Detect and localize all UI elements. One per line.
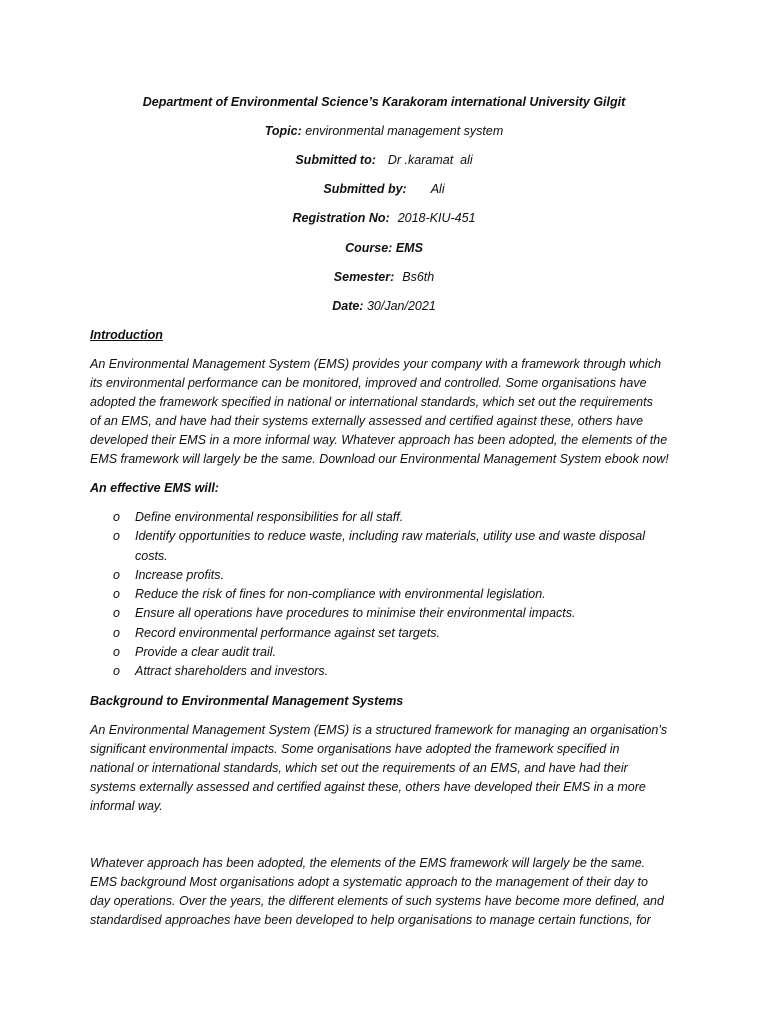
list-item: o Reduce the risk of fines for non-compliance with environmental legislation.	[90, 585, 690, 604]
registration-value: 2018-KIU-451	[397, 211, 476, 225]
introduction-line: adopted the framework specified in national or international standards, which set out the requirements	[90, 395, 653, 409]
submitted-by-line	[0, 181, 768, 197]
course-value: EMS	[395, 241, 423, 255]
background-line: day operations. Over the years, the different elements of such systems have become more defined, and	[90, 894, 664, 908]
introduction-line: EMS framework will largely be the same. Download our Environmental Management System ebook now!	[90, 452, 669, 466]
introduction-heading: Introduction	[90, 328, 163, 342]
list-item: o Increase profits.	[90, 566, 690, 585]
background-line: EMS background Most organisations adopt a systematic approach to the management of their day to	[90, 875, 648, 889]
list-item: o Define environmental responsibilities for all staff.	[90, 508, 690, 527]
list-item: o Identify opportunities to reduce waste, including raw materials, utility use and waste disposal costs.	[113, 529, 645, 563]
background-paragraph-1	[90, 721, 690, 816]
background-heading: Background to Environmental Management Systems	[90, 694, 404, 708]
background-line: systems externally assessed and certified against these, others have developed their EMS in a more	[90, 780, 646, 794]
introduction-line: its environmental performance can be monitored, improved and controlled. Some organisations have	[90, 376, 647, 390]
effective-ems-list	[90, 508, 690, 682]
bullet-marker: o	[113, 606, 120, 621]
introduction-line: developed their EMS in a more informal way. Whatever approach has been adopted, the elements of the	[90, 433, 668, 447]
submitted-to-label: Submitted to:	[295, 153, 376, 167]
bullet-marker: o	[113, 587, 120, 602]
course-line	[0, 240, 768, 256]
list-item: o Attract shareholders and investors.	[90, 662, 690, 681]
background-paragraph-2	[90, 854, 690, 930]
introduction-paragraph	[90, 355, 690, 469]
bullet-marker: o	[113, 645, 120, 660]
background-line: informal way.	[90, 799, 163, 813]
department-title: Department of Environmental Science’s Karakoram international University Gilgit	[142, 95, 626, 109]
effective-ems-heading: An effective EMS will:	[90, 481, 219, 495]
background-line: An Environmental Management System (EMS) is a structured framework for managing an organisation’s	[90, 723, 668, 737]
background-line: Whatever approach has been adopted, the elements of the EMS framework will largely be the same.	[90, 856, 646, 870]
submitted-by-value: Ali	[430, 182, 445, 196]
semester-label: Semester:	[333, 270, 395, 284]
bullet-marker: o	[113, 664, 120, 679]
semester-line	[0, 269, 768, 285]
bullet-marker: o	[113, 567, 120, 582]
submitted-to-line	[0, 152, 768, 168]
bullet-marker: o	[113, 625, 120, 640]
date-label: Date:	[332, 299, 364, 313]
course-label: Course:	[345, 241, 393, 255]
introduction-line: of an EMS, and have had their systems externally assessed and certified against these, others have	[90, 414, 644, 428]
list-item: o Provide a clear audit trail.	[90, 643, 690, 662]
semester-value: Bs6th	[402, 270, 435, 284]
topic-line	[0, 123, 768, 139]
bullet-marker: o	[113, 529, 120, 544]
background-line: national or international standards, which set out the requirements of an EMS, and have had their	[90, 761, 628, 775]
submitted-to-value: Dr .karamat ali	[387, 153, 473, 167]
date-value: 30/Jan/2021	[366, 299, 436, 313]
list-item: o Record environmental performance against set targets.	[90, 624, 690, 643]
submitted-by-label: Submitted by:	[323, 182, 407, 196]
topic-value: environmental management system	[305, 124, 504, 138]
bullet-marker: o	[113, 510, 120, 524]
registration-label: Registration No:	[292, 211, 390, 225]
registration-line	[0, 210, 768, 226]
list-item: o Ensure all operations have procedures to minimise their environmental impacts.	[90, 604, 690, 623]
date-line	[0, 298, 768, 314]
background-line: significant environmental impacts. Some organisations have adopted the framework specified in	[90, 742, 620, 756]
background-line: standardised approaches have been developed to help organisations to manage certain functions, for	[90, 913, 651, 927]
introduction-line: An Environmental Management System (EMS) provides your company with a framework through which	[90, 357, 662, 371]
topic-label: Topic:	[264, 124, 302, 138]
